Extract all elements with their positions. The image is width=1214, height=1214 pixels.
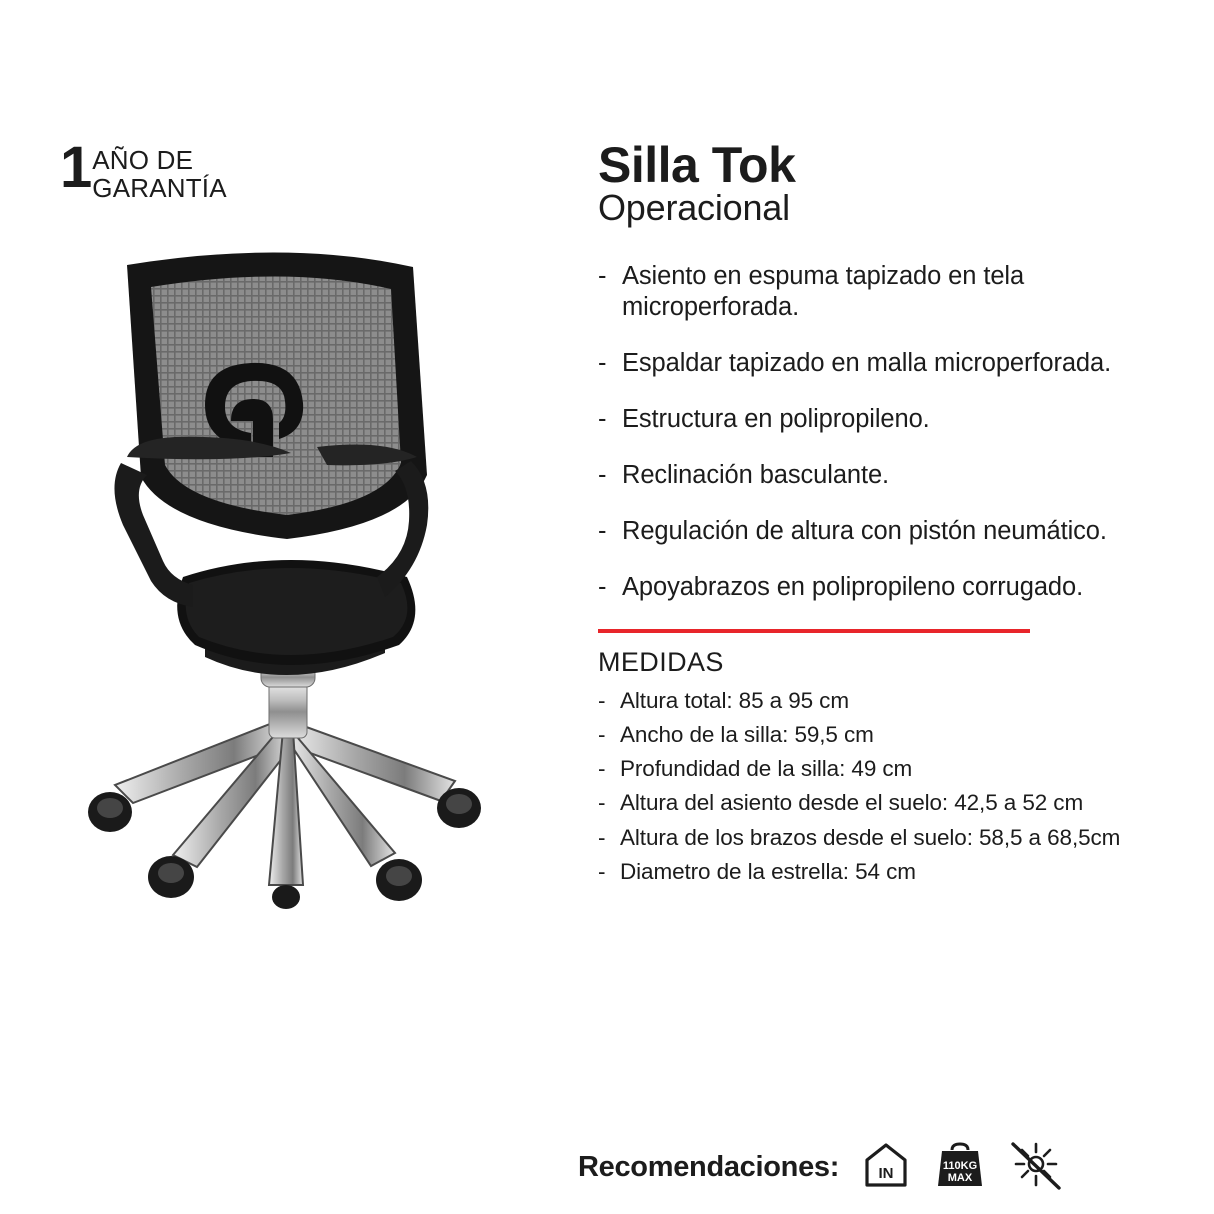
measure-text: Altura total: 85 a 95 cm	[620, 687, 849, 713]
warranty-label	[92, 142, 227, 202]
measure-text: Altura de los brazos desde el suelo: 58,5 a 68,5cm	[620, 824, 1121, 850]
bullet-dash: -	[598, 824, 606, 850]
list-item	[598, 823, 1158, 852]
list-item	[598, 857, 1158, 886]
feature-text: Reclinación basculante.	[622, 461, 890, 490]
bullet-dash: -	[598, 790, 606, 816]
bullet-dash: -	[598, 756, 606, 782]
feature-text: Apoyabrazos en polipropileno corrugado.	[622, 573, 1084, 602]
measure-text: Profundidad de la silla: 49 cm	[620, 756, 913, 782]
max-weight-line2: MAX	[947, 1172, 973, 1184]
list-item	[598, 404, 1158, 435]
indoor-use-text: IN	[878, 1165, 894, 1182]
page-title: Silla Tok	[598, 137, 796, 193]
warranty-badge	[60, 135, 227, 204]
list-item	[598, 720, 1158, 749]
bullet-dash: -	[598, 721, 606, 747]
no-direct-sunlight-icon	[1009, 1138, 1063, 1197]
list-item	[598, 788, 1158, 817]
bullet-dash: -	[598, 573, 607, 602]
list-item	[598, 754, 1158, 783]
list-item	[598, 516, 1158, 547]
feature-text: Espaldar tapizado en malla microperforada.	[622, 349, 1112, 378]
list-item	[598, 460, 1158, 491]
feature-list	[598, 261, 1158, 604]
feature-text: Asiento en espuma tapizado en tela microperforada.	[622, 261, 1025, 321]
list-item	[598, 686, 1158, 715]
bullet-dash: -	[598, 858, 606, 884]
list-item	[598, 348, 1158, 379]
recommendations	[578, 1138, 1087, 1197]
list-item	[598, 572, 1158, 603]
max-weight-line1: 110KG	[943, 1160, 978, 1172]
measure-text: Ancho de la silla: 59,5 cm	[620, 721, 874, 747]
product-details	[598, 137, 1158, 891]
office-chair-photo	[55, 225, 525, 915]
recommendation-icons	[861, 1138, 1087, 1197]
bullet-dash: -	[598, 687, 606, 713]
indoor-use-icon	[861, 1140, 911, 1195]
feature-text: Estructura en polipropileno.	[622, 405, 930, 434]
measure-text: Diametro de la estrella: 54 cm	[620, 858, 916, 884]
warranty-years: 1	[60, 135, 91, 200]
section-divider	[598, 629, 1030, 633]
feature-text: Regulación de altura con pistón neumático.	[622, 517, 1107, 546]
product-subtitle: Operacional	[598, 187, 790, 228]
list-item	[598, 261, 1158, 323]
measures-heading: MEDIDAS	[598, 646, 724, 677]
bullet-dash: -	[598, 461, 607, 490]
warranty-label-line2: GARANTÍA	[92, 173, 227, 204]
max-weight-icon	[935, 1140, 985, 1195]
bullet-dash: -	[598, 261, 607, 290]
bullet-dash: -	[598, 517, 607, 546]
measure-text: Altura del asiento desde el suelo: 42,5 a 52 cm	[620, 790, 1084, 816]
recommendations-label: Recomendaciones:	[578, 1151, 840, 1183]
measures-list	[598, 686, 1158, 887]
bullet-dash: -	[598, 405, 607, 434]
warranty-label-line1: AÑO DE	[92, 145, 194, 175]
bullet-dash: -	[598, 349, 607, 378]
